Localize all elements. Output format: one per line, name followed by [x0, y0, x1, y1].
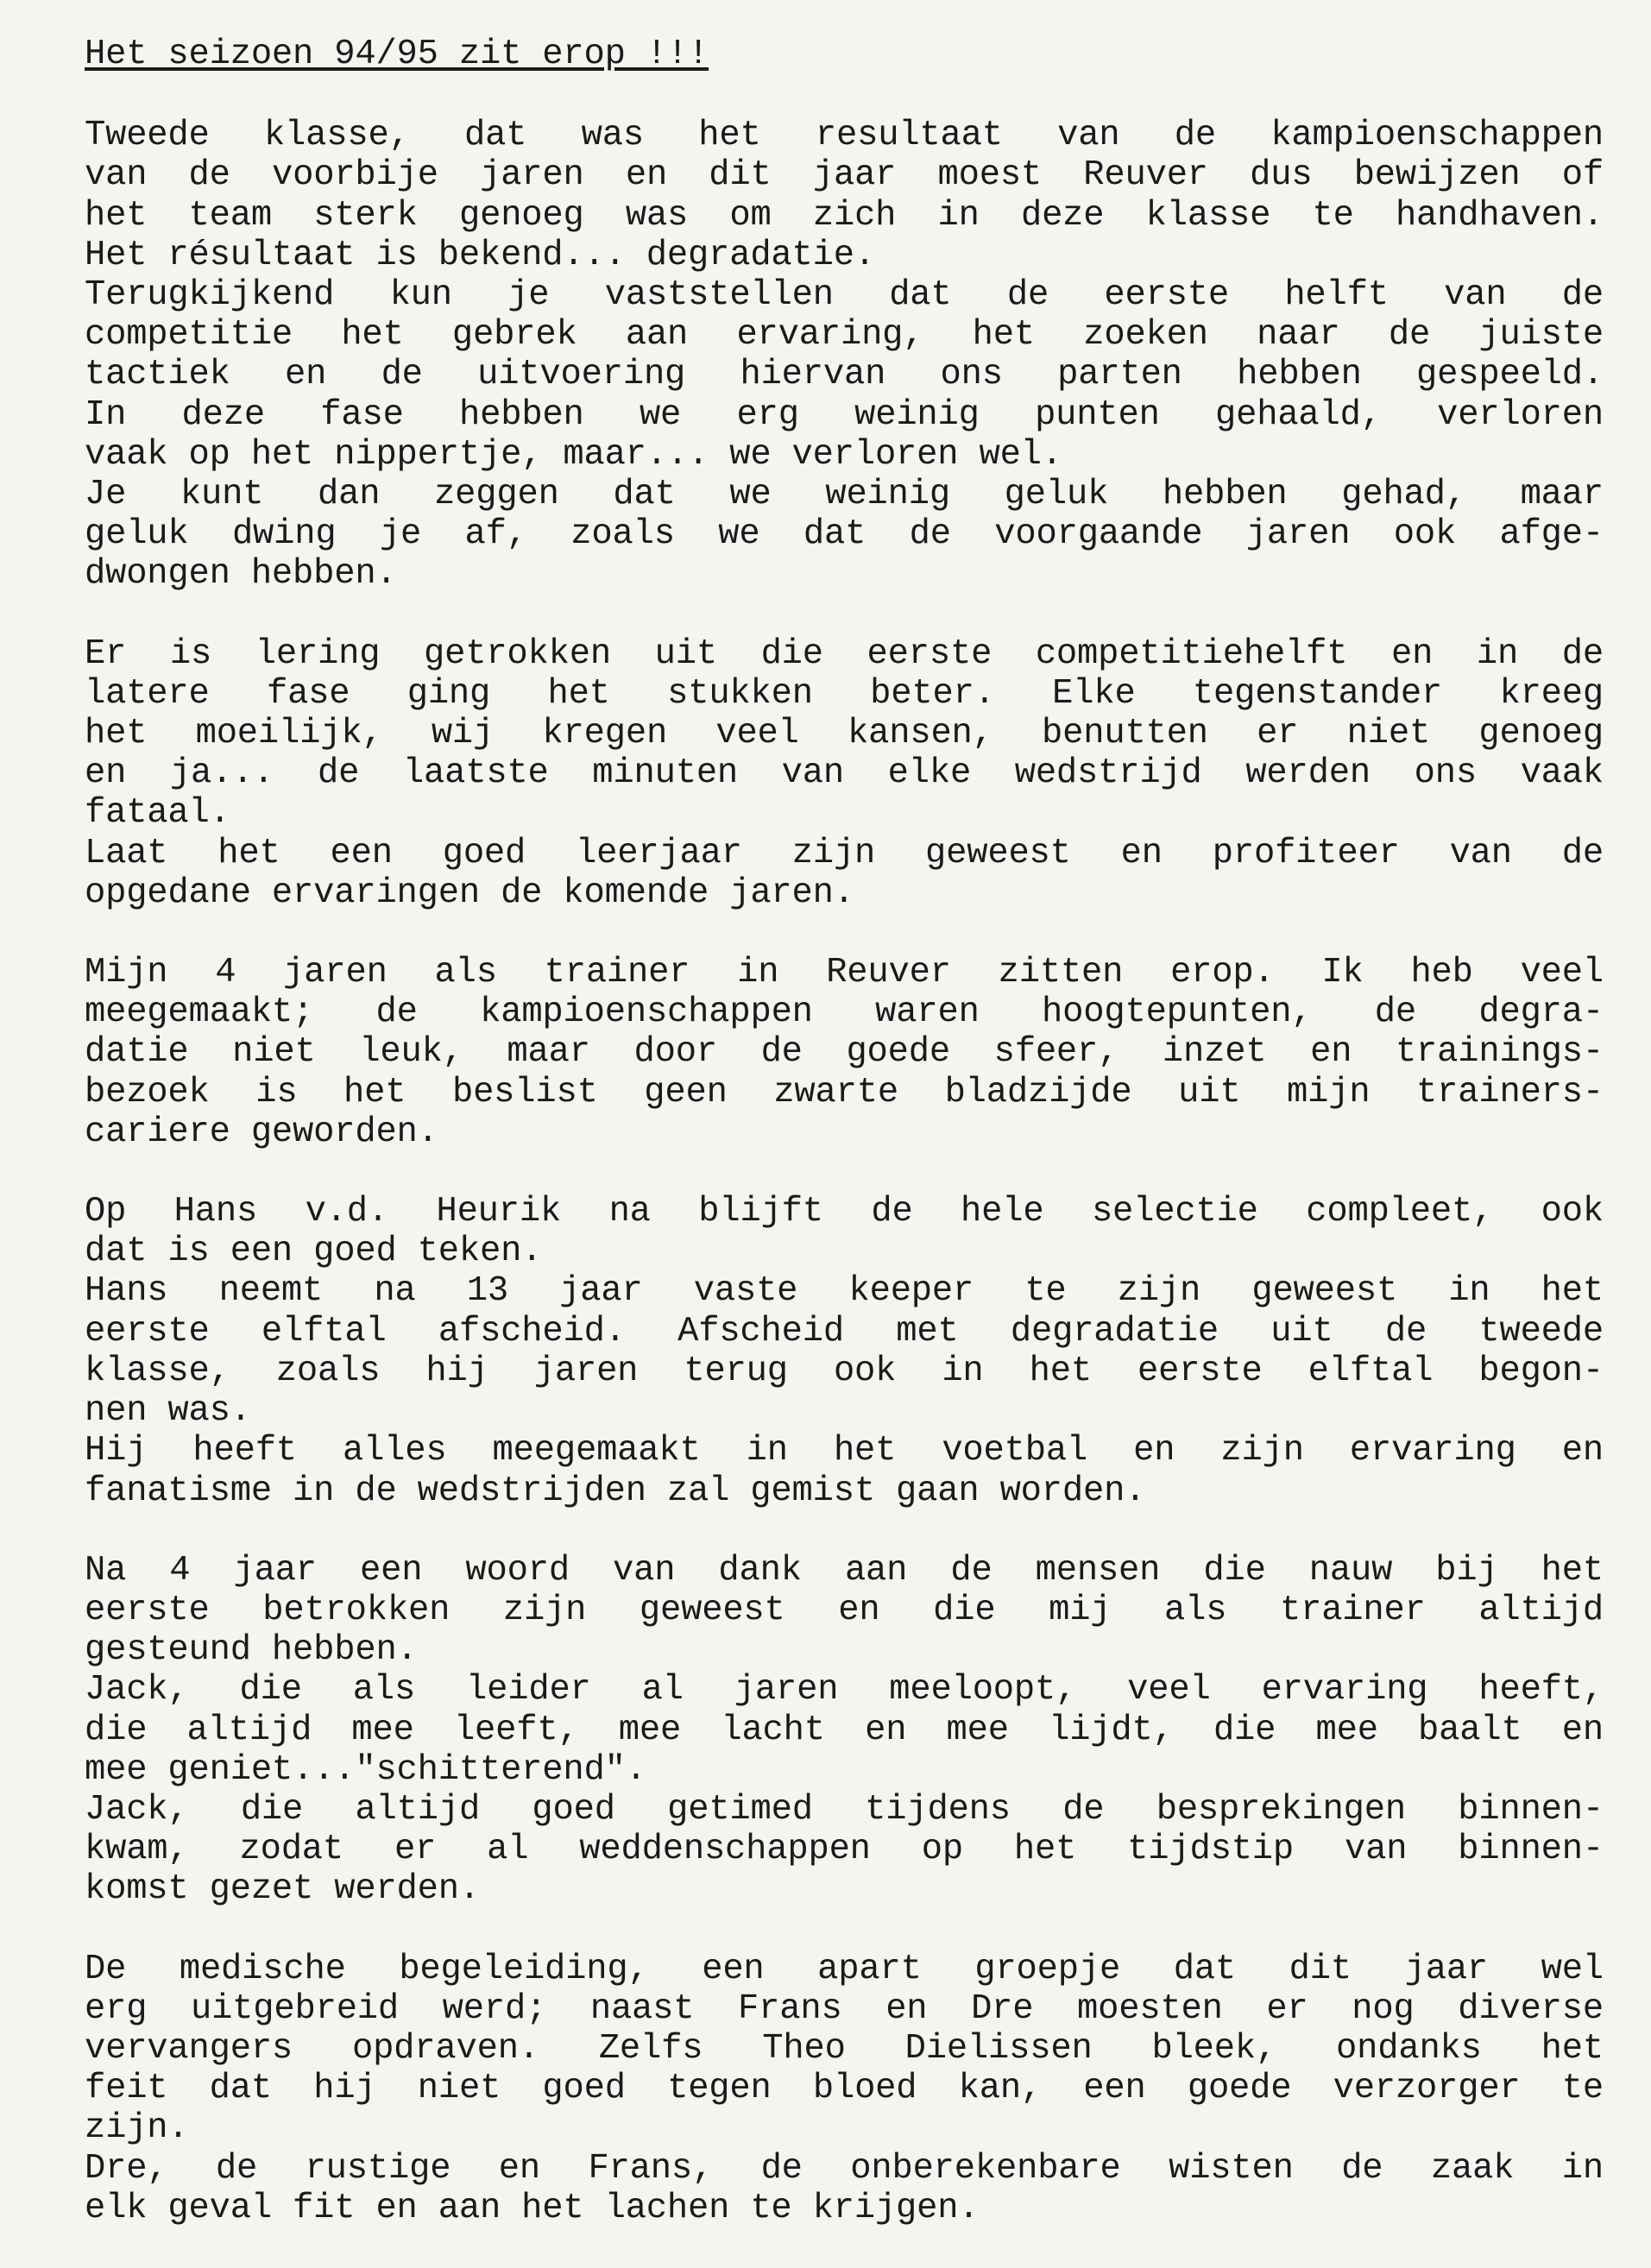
text-line: van de voorbije jaren en dit jaar moest Reuver dus bewijzen of — [85, 155, 1604, 196]
text-line: eerste betrokken zijn geweest en die mij als trainer altijd — [85, 1590, 1604, 1630]
text-line: het moeilijk, wij kregen veel kansen, benutten er niet genoeg — [85, 714, 1604, 754]
paragraph — [85, 116, 1604, 594]
text-line: Jack, die altijd goed getimed tijdens de besprekingen binnen- — [85, 1789, 1604, 1830]
text-line: elk geval fit en aan het lachen te krijgen. — [85, 2188, 980, 2228]
text-line: latere fase ging het stukken beter. Elke tegenstander kreeg — [85, 673, 1604, 714]
text-line: het team sterk genoeg was om zich in deze klasse te handhaven. — [85, 195, 1604, 236]
text-line: Terugkijkend kun je vaststellen dat de eerste helft van de — [85, 275, 1604, 316]
text-line: Laat het een goed leerjaar zijn geweest en profiteer van de — [85, 833, 1604, 873]
text-line: geluk dwing je af, zoals we dat de voorgaande jaren ook afge- — [85, 514, 1604, 555]
document-body — [85, 35, 1604, 2268]
text-line: komst gezet werden. — [85, 1869, 480, 1910]
text-line: Jack, die als leider al jaren meeloopt, veel ervaring heeft, — [85, 1670, 1604, 1710]
text-line: zijn. — [85, 2108, 189, 2149]
text-line: tactiek en de uitvoering hiervan ons parten hebben gespeeld. — [85, 355, 1604, 395]
text-line: Op Hans v.d. Heurik na blijft de hele selectie compleet, ook — [85, 1192, 1604, 1232]
text-line: competitie het gebrek aan ervaring, het zoeken naar de juiste — [85, 315, 1604, 356]
text-line: klasse, zoals hij jaren terug ook in het eerste elftal begon- — [85, 1351, 1604, 1391]
text-line: fataal. — [85, 793, 230, 834]
text-line: Er is lering getrokken uit die eerste competitiehelft en in de — [85, 633, 1604, 674]
paragraph — [85, 1551, 1604, 1910]
text-line: Tweede klasse, dat was het resultaat van de kampioenschappen — [85, 116, 1604, 156]
text-line: Dre, de rustige en Frans, de onberekenbare wisten de zaak in — [85, 2148, 1604, 2189]
text-line: vaak op het nippertje, maar... we verloren wel. — [85, 434, 1062, 475]
text-line: Hij heeft alles meegemaakt in het voetbal en zijn ervaring en — [85, 1431, 1604, 1471]
text-line: opgedane ervaringen de komende jaren. — [85, 873, 854, 913]
text-line: fanatisme in de wedstrijden zal gemist gaan worden. — [85, 1471, 1146, 1511]
text-line: bezoek is het beslist geen zwarte bladzijde uit mijn trainers- — [85, 1072, 1604, 1112]
text-line: Je kunt dan zeggen dat we weinig geluk hebben gehad, maar — [85, 475, 1604, 515]
text-line: datie niet leuk, maar door de goede sfeer, inzet en trainings- — [85, 1032, 1604, 1073]
text-line: dat is een goed teken. — [85, 1232, 543, 1272]
text-line: Mijn 4 jaren als trainer in Reuver zitten erop. Ik heb veel — [85, 953, 1604, 993]
text-line: meegemaakt; de kampioenschappen waren hoogtepunten, de degra- — [85, 992, 1604, 1033]
paragraph — [85, 1192, 1604, 1511]
paragraph-container — [85, 116, 1604, 2228]
text-line: kwam, zodat er al weddenschappen op het tijdstip van binnen- — [85, 1830, 1604, 1870]
paragraph — [85, 953, 1604, 1152]
text-line: nen was. — [85, 1391, 251, 1432]
document-title: Het seizoen 94/95 zit erop !!! — [85, 35, 709, 74]
text-line: gesteund hebben. — [85, 1630, 418, 1671]
text-line: cariere geworden. — [85, 1112, 438, 1152]
text-line: en ja... de laatste minuten van elke wedstrijd werden ons vaak — [85, 753, 1604, 794]
text-line: dwongen hebben. — [85, 554, 397, 595]
text-line: erg uitgebreid werd; naast Frans en Dre moesten er nog diverse — [85, 1988, 1604, 2029]
text-line: feit dat hij niet goed tegen bloed kan, een goede verzorger te — [85, 2069, 1604, 2109]
text-line: Hans neemt na 13 jaar vaste keeper te zijn geweest in het — [85, 1271, 1604, 1312]
paragraph — [85, 1950, 1604, 2228]
text-line: Na 4 jaar een woord van dank aan de mensen die nauw bij het — [85, 1550, 1604, 1591]
text-line: mee geniet..."schitterend". — [85, 1749, 646, 1790]
text-line: De medische begeleiding, een apart groepje dat dit jaar wel — [85, 1949, 1604, 1989]
text-line: In deze fase hebben we erg weinig punten gehaald, verloren — [85, 394, 1604, 435]
text-line: vervangers opdraven. Zelfs Theo Dielissen bleek, ondanks het — [85, 2028, 1604, 2069]
text-line: eerste elftal afscheid. Afscheid met degradatie uit de tweede — [85, 1311, 1604, 1351]
text-line: die altijd mee leeft, mee lacht en mee lijdt, die mee baalt en — [85, 1710, 1604, 1750]
paragraph — [85, 634, 1604, 913]
text-line: Het résultaat is bekend... degradatie. — [85, 235, 875, 275]
